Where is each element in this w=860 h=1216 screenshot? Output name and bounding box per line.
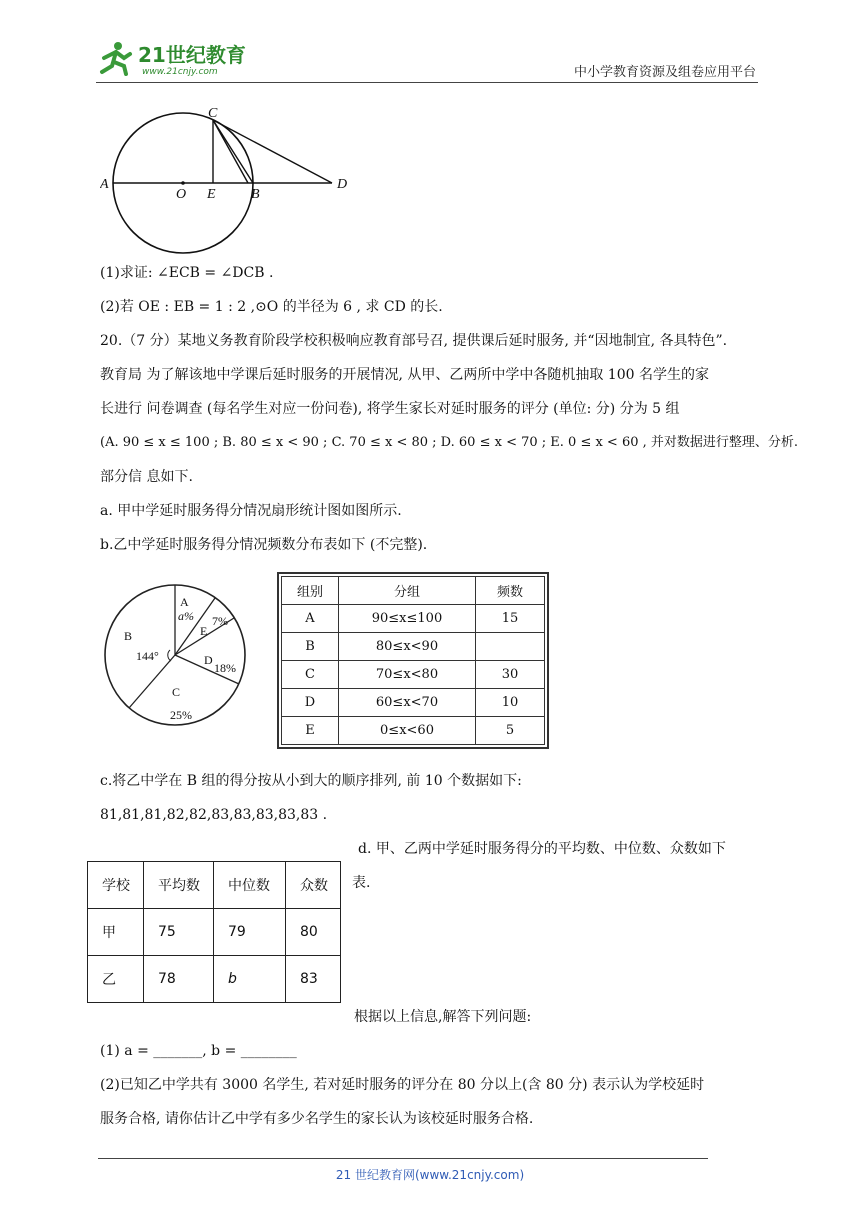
pie-chart: [100, 582, 250, 732]
circle-geometry-figure: [100, 104, 360, 264]
q20-prompt: 根据以上信息,解答下列问题:: [354, 1009, 532, 1025]
q20-item-a: a. 甲中学延时服务得分情况扇形统计图如图所示.: [100, 503, 402, 519]
table-cell: 80: [286, 909, 341, 956]
pie-value-B: 144°: [136, 649, 159, 663]
table-cell: 80≤x<90: [339, 633, 476, 661]
table-row: [282, 717, 545, 745]
table-header-row: [88, 862, 341, 909]
table-cell: 0≤x<60: [339, 717, 476, 745]
table-row: [88, 909, 341, 956]
label-B: B: [251, 187, 260, 202]
q20-line4: (A. 90 ≤ x ≤ 100 ; B. 80 ≤ x < 90 ; C. 70 ≤ x < 80 ; D. 60 ≤ x < 70 ; E. 0 ≤ x < 60 , 并对数据进行整理、分析.: [100, 435, 799, 450]
pie-value-E: 7%: [212, 614, 228, 628]
table-row: [282, 605, 545, 633]
header-divider: [96, 82, 758, 83]
runner-icon: [102, 42, 130, 74]
table-cell: 83: [286, 956, 341, 1003]
table-header: 频数: [476, 577, 545, 605]
pie-value-A: a%: [178, 609, 194, 623]
pie-label-C: C: [172, 685, 181, 699]
table-cell: 60≤x<70: [339, 689, 476, 717]
table-row: [282, 661, 545, 689]
logo-url: www.21cnjy.com: [142, 67, 218, 77]
table-row: [282, 689, 545, 717]
table-cell: D: [282, 689, 339, 717]
q20-line3: 长进行 问卷调查 (每名学生对应一份问卷), 将学生家长对延时服务的评分 (单位: 分) 分为 5 组: [100, 401, 680, 417]
pie-value-D: 18%: [214, 661, 236, 675]
table-cell: B: [282, 633, 339, 661]
label-C: C: [208, 106, 218, 121]
q19-part2: (2)若 OE : EB = 1 : 2 ,⊙O 的半径为 6 , 求 CD 的长.: [100, 299, 443, 315]
pie-label-A: A: [180, 595, 189, 609]
label-A: A: [100, 177, 109, 192]
q20-item-b: b.乙中学延时服务得分情况频数分布表如下 (不完整).: [100, 537, 428, 553]
site-logo: [96, 36, 256, 82]
stats-table: [87, 861, 341, 1003]
q20-line2: 教育局 为了解该地中学课后延时服务的开展情况, 从甲、乙两所中学中各随机抽取 100 名学生的家: [100, 367, 709, 383]
table-row: [282, 633, 545, 661]
table-cell: 75: [144, 909, 214, 956]
table-cell: 30: [476, 661, 545, 689]
table-row: [88, 956, 341, 1003]
table-cell: 10: [476, 689, 545, 717]
logo-text: 21世纪教育: [138, 43, 246, 67]
footer-divider: [98, 1158, 708, 1159]
q20-item-c-data: 81,81,81,82,82,83,83,83,83,83 .: [100, 807, 328, 823]
table-cell: 5: [476, 717, 545, 745]
table-cell: E: [282, 717, 339, 745]
q20-sub2-line2: 服务合格, 请你估计乙中学有多少名学生的家长认为该校延时服务合格.: [100, 1111, 534, 1127]
pie-value-C: 25%: [170, 708, 192, 722]
table-header: 众数: [286, 862, 341, 909]
table-cell: [476, 633, 545, 661]
table-cell: 90≤x≤100: [339, 605, 476, 633]
pie-label-D: D: [204, 653, 213, 667]
q19-part1: (1)求证: ∠ECB = ∠DCB .: [100, 265, 274, 281]
label-D: D: [337, 177, 348, 192]
pie-label-E: E: [200, 624, 208, 638]
table-cell: 乙: [88, 956, 144, 1003]
table-header-row: [282, 577, 545, 605]
table-cell: 甲: [88, 909, 144, 956]
frequency-table: [277, 572, 549, 749]
table-header: 中位数: [214, 862, 286, 909]
q20-item-d-line2: 表.: [352, 875, 371, 891]
table-header: 平均数: [144, 862, 214, 909]
footer-text: 21 世纪教育网(www.21cnjy.com): [335, 1168, 525, 1182]
label-O: O: [176, 187, 187, 202]
q20-line5: 部分信 息如下.: [100, 469, 193, 485]
table-cell: C: [282, 661, 339, 689]
label-E: E: [207, 187, 216, 202]
table-header: 学校: [88, 862, 144, 909]
q20-line1: 20.（7 分）某地义务教育阶段学校积极响应教育部号召, 提供课后延时服务, 并“因地制宜, 各具特色”.: [100, 333, 728, 349]
table-cell: b: [214, 956, 286, 1003]
table-cell: 15: [476, 605, 545, 633]
pie-label-B: B: [124, 629, 133, 643]
table-cell: 79: [214, 909, 286, 956]
q20-item-c: c.将乙中学在 B 组的得分按从小到大的顺序排列, 前 10 个数据如下:: [100, 773, 522, 789]
table-cell: 78: [144, 956, 214, 1003]
table-header: 组别: [282, 577, 339, 605]
table-cell: A: [282, 605, 339, 633]
table-cell: 70≤x<80: [339, 661, 476, 689]
table-header: 分组: [339, 577, 476, 605]
header-platform-text: 中小学教育资源及组卷应用平台: [573, 65, 756, 80]
q20-item-d-line1: d. 甲、乙两中学延时服务得分的平均数、中位数、众数如下: [358, 841, 726, 857]
q20-sub1: (1) a = _______, b = ________: [100, 1043, 297, 1059]
q20-sub2-line1: (2)已知乙中学共有 3000 名学生, 若对延时服务的评分在 80 分以上(含 80 分) 表示认为学校延时: [100, 1077, 705, 1093]
